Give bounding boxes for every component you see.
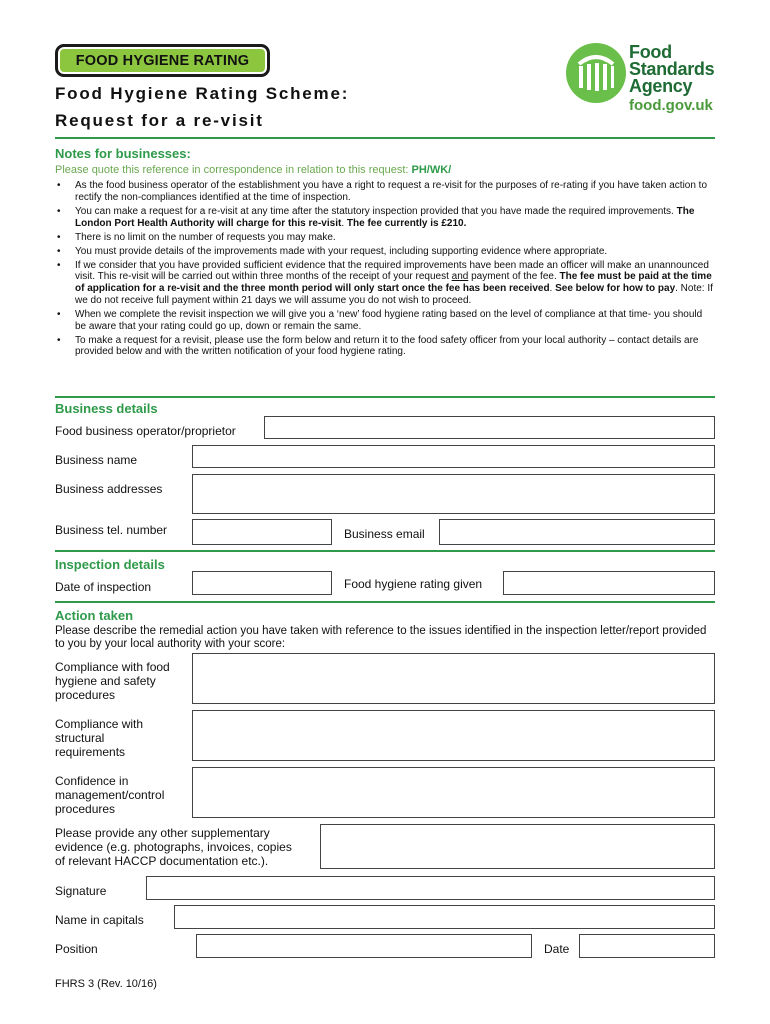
position-field[interactable] — [196, 934, 532, 958]
note-text: payment of the fee. — [468, 271, 560, 283]
note-text: As the food business operator of the establishment you have a right to request a re-visit for the purposes of re-rating if you have taken action to rectify the non-compliances identified at the time of inspection. — [75, 180, 708, 203]
logo-url: food.gov.uk — [629, 97, 713, 114]
business-email-label: Business email — [344, 527, 425, 541]
page-title-line1: Food Hygiene Rating Scheme: — [55, 84, 350, 103]
operator-field[interactable] — [264, 416, 715, 439]
compliance-food-label-line1: Compliance with food — [55, 660, 170, 674]
logo-word-standards: Standards — [629, 59, 715, 79]
page-title-line2: Request for a re-visit — [55, 111, 264, 130]
compliance-structural-label-line1: Compliance with — [55, 717, 144, 731]
fsa-logo-icon — [565, 42, 627, 104]
supplementary-field[interactable] — [320, 824, 715, 869]
business-name-label: Business name — [55, 453, 138, 467]
reference-text: Please quote this reference in correspondence in relation to this request: — [55, 164, 412, 176]
action-intro: Please describe the remedial action you have taken with reference to the issues identified in the inspection letter/report provided to you by your local authority with your score: — [55, 625, 707, 650]
supplementary-label-line3: of relevant HACCP documentation etc.). — [55, 854, 269, 868]
confidence-label-line2: management/control — [55, 788, 165, 802]
action-taken-heading: Action taken — [55, 608, 134, 623]
date-field[interactable] — [579, 934, 715, 958]
note-text: If we consider that you have provided sufficient evidence that the required improvements have been made an officer will make an unannounced visit. This re-visit will be carried out within three months of the receipt of your request — [75, 259, 709, 283]
date-label: Date — [544, 942, 570, 956]
form-reference-footer: FHRS 3 (Rev. 10/16) — [55, 978, 157, 990]
inspection-date-field[interactable] — [192, 571, 332, 595]
note-text: There is no limit on the number of requests you may make. — [75, 231, 336, 243]
operator-label: Food business operator/proprietor — [55, 424, 236, 438]
rating-given-label: Food hygiene rating given — [344, 577, 483, 591]
note-text: . — [341, 217, 347, 229]
business-tel-field[interactable] — [192, 519, 332, 545]
position-label: Position — [55, 942, 98, 956]
compliance-structural-label-line3: requirements — [55, 745, 126, 759]
divider — [55, 601, 715, 603]
business-tel-label: Business tel. number — [55, 523, 168, 537]
logo-word-food: Food — [629, 42, 672, 62]
food-hygiene-rating-badge: FOOD HYGIENE RATING — [55, 44, 270, 77]
note-text: You can make a request for a re-visit at any time after the statutory inspection provided that you have made the required improvements. — [75, 205, 677, 217]
notes-list — [55, 180, 715, 361]
list-item — [55, 335, 715, 358]
note-underline: and — [451, 271, 469, 283]
compliance-structural-label-line2: structural — [55, 731, 105, 745]
supplementary-label-line1: Please provide any other supplementary — [55, 826, 270, 840]
rating-given-field[interactable] — [503, 571, 715, 595]
reference-line — [55, 164, 451, 176]
signature-field[interactable] — [146, 876, 715, 900]
reference-code: PH/WK/ — [411, 164, 452, 176]
note-text: You must provide details of the improvements made with your request, including supporting evidence where appropriate. — [75, 245, 608, 257]
compliance-food-field[interactable] — [192, 653, 715, 704]
note-text: To make a request for a revisit, please use the form below and return it to the food safety officer from your local authority – contact details are provided below and with the written notification of your food hygiene rating. — [75, 334, 699, 358]
divider — [55, 137, 715, 139]
list-item — [55, 309, 715, 332]
divider — [55, 396, 715, 398]
note-bold: The fee currently is £210. — [346, 217, 467, 229]
list-item — [55, 232, 715, 244]
note-text: When we complete the revisit inspection we will give you a ‘new’ food hygiene rating based on the level of compliance at that time- you should be aware that your rating could go up, down or remain the same. — [75, 308, 703, 332]
list-item — [55, 246, 715, 258]
logo-word-agency: Agency — [629, 76, 693, 96]
name-capitals-label: Name in capitals — [55, 913, 144, 927]
confidence-label-line3: procedures — [55, 802, 116, 816]
business-email-field[interactable] — [439, 519, 715, 545]
note-text: . — [549, 283, 556, 295]
compliance-food-label-line2: hygiene and safety — [55, 674, 156, 688]
list-item — [55, 260, 715, 307]
confidence-field[interactable] — [192, 767, 715, 818]
business-name-field[interactable] — [192, 445, 715, 468]
note-text: . Note: If we do not receive full payment within 21 days we will assume you do not wish to proceed. — [75, 283, 713, 306]
note-bold: The London Port Health Authority will charge for this re-visit — [75, 205, 695, 229]
inspection-details-heading: Inspection details — [55, 557, 165, 572]
name-capitals-field[interactable] — [174, 905, 715, 929]
list-item — [55, 180, 715, 203]
note-bold: See below for how to pay — [555, 283, 676, 295]
signature-label: Signature — [55, 884, 107, 898]
compliance-structural-field[interactable] — [192, 710, 715, 761]
business-address-label: Business addresses — [55, 482, 163, 496]
note-bold: The fee must be paid at the time of application for a re-visit and the three month period will only start once the fee has been received — [75, 271, 712, 295]
business-details-heading: Business details — [55, 401, 158, 416]
divider — [55, 550, 715, 552]
inspection-date-label: Date of inspection — [55, 580, 152, 594]
confidence-label-line1: Confidence in — [55, 774, 129, 788]
list-item — [55, 206, 715, 229]
notes-heading: Notes for businesses: — [55, 146, 191, 161]
business-address-field[interactable] — [192, 474, 715, 514]
compliance-food-label-line3: procedures — [55, 688, 116, 702]
supplementary-label-line2: evidence (e.g. photographs, invoices, copies — [55, 840, 292, 854]
